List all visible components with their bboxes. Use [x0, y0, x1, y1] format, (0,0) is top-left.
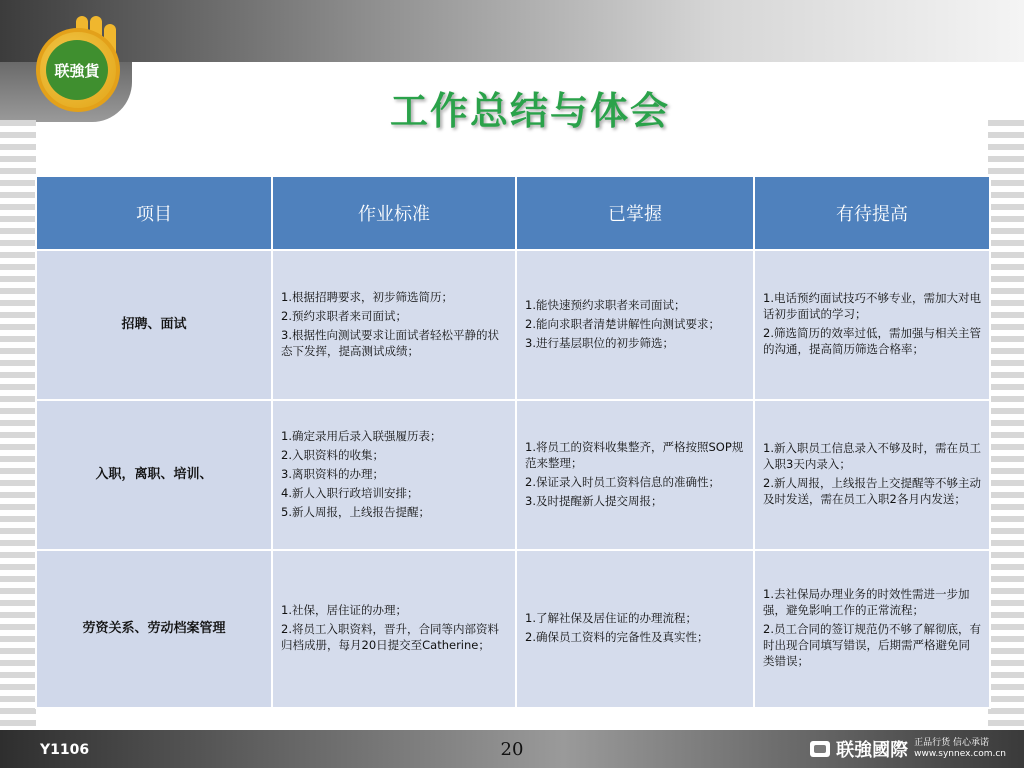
list-item: 2.能向求职者清楚讲解性向测试要求； [525, 316, 720, 331]
list-item: 5.新人周报，上线报告提醒； [281, 504, 430, 519]
brand-tagline [914, 738, 1006, 760]
list-item: 3.离职资料的办理； [281, 466, 384, 481]
list-item: 2.预约求职者来司面试； [281, 308, 407, 323]
row-mastered [516, 550, 754, 708]
list-item: 1.根据招聘要求，初步筛选简历； [281, 289, 453, 304]
list-item: 2.入职资料的收集； [281, 447, 384, 462]
list-item: 1.将员工的资料收集整齐，严格按照SOP规范来整理； [525, 439, 744, 470]
header-mastered: 已掌握 [516, 176, 754, 250]
list-item: 1.去社保局办理业务的时效性需进一步加强，避免影响工作的正常流程； [763, 587, 970, 617]
slide-title: 工作总结与体会 [389, 89, 670, 133]
list-item: 1.电话预约面试技巧不够专业，需加大对电话初步面试的学习； [763, 291, 981, 321]
list-item: 2.将员工入职资料，晋升，合同等内部资料归档成册，每月20日提交至Catherine； [281, 622, 499, 652]
table-header-row [36, 176, 990, 250]
row-improve [754, 550, 990, 708]
row-standard [272, 400, 516, 550]
summary-table [35, 175, 991, 709]
row-improve [754, 400, 990, 550]
list-item: 1.新入职员工信息录入不够及时，需在员工入职3天内录入； [763, 441, 981, 471]
list-item: 2.确保员工资料的完备性及真实性； [525, 630, 709, 644]
brand-logo-icon [810, 741, 830, 757]
list-item: 1.社保，居住证的办理； [281, 603, 407, 617]
left-stripes [0, 120, 36, 730]
brand-slogan: 正品行货 信心承诺 [914, 738, 990, 748]
row-improve [754, 250, 990, 400]
row-mastered [516, 400, 754, 550]
list-item: 3.进行基层职位的初步筛选； [525, 335, 674, 350]
footer-brand [810, 736, 1006, 762]
list-item: 2.新人周报，上线报告上交提醒等不够主动及时发送，需在员工入职2各月内发送； [763, 476, 981, 506]
header-improve: 有待提高 [754, 176, 990, 250]
right-stripes [988, 120, 1024, 730]
header-item: 项目 [36, 176, 272, 250]
logo-text: 联強貨 [54, 61, 100, 80]
list-item: 2.员工合同的签订规范仍不够了解彻底，有时出现合同填写错误，后期需严格避免同类错误； [763, 622, 981, 668]
list-item: 2.筛选简历的效率过低，需加强与相关主管的沟通，提高简历筛选合格率； [763, 326, 981, 356]
header-standard: 作业标准 [272, 176, 516, 250]
list-item: 4.新人入职行政培训安排； [281, 485, 419, 500]
list-item: 3.及时提醒新人提交周报； [525, 493, 663, 508]
list-item: 3.根据性向测试要求让面试者轻松平静的状态下发挥，提高测试成绩； [281, 327, 499, 358]
row-standard [272, 550, 516, 708]
list-item: 2.保证录入时员工资料信息的准确性； [525, 474, 720, 489]
row-item: 入职，离职、培训、 [36, 400, 272, 550]
list-item: 1.了解社保及居住证的办理流程； [525, 611, 697, 625]
list-item: 1.确定录用后录入联强履历表； [281, 428, 442, 443]
summary-table-container [35, 175, 989, 709]
page-number: 20 [500, 739, 524, 760]
footer-code: Y1106 [40, 742, 90, 758]
brand-name: 联強國際 [836, 740, 909, 761]
row-standard [272, 250, 516, 400]
table-row [36, 400, 990, 550]
table-row [36, 550, 990, 708]
row-item: 劳资关系、劳动档案管理 [36, 550, 272, 708]
top-banner [0, 0, 1024, 62]
brand-url: www.synnex.com.cn [914, 749, 1006, 759]
row-item: 招聘、面试 [36, 250, 272, 400]
table-row [36, 250, 990, 400]
list-item: 1.能快速预约求职者来司面试； [525, 297, 686, 312]
row-mastered [516, 250, 754, 400]
